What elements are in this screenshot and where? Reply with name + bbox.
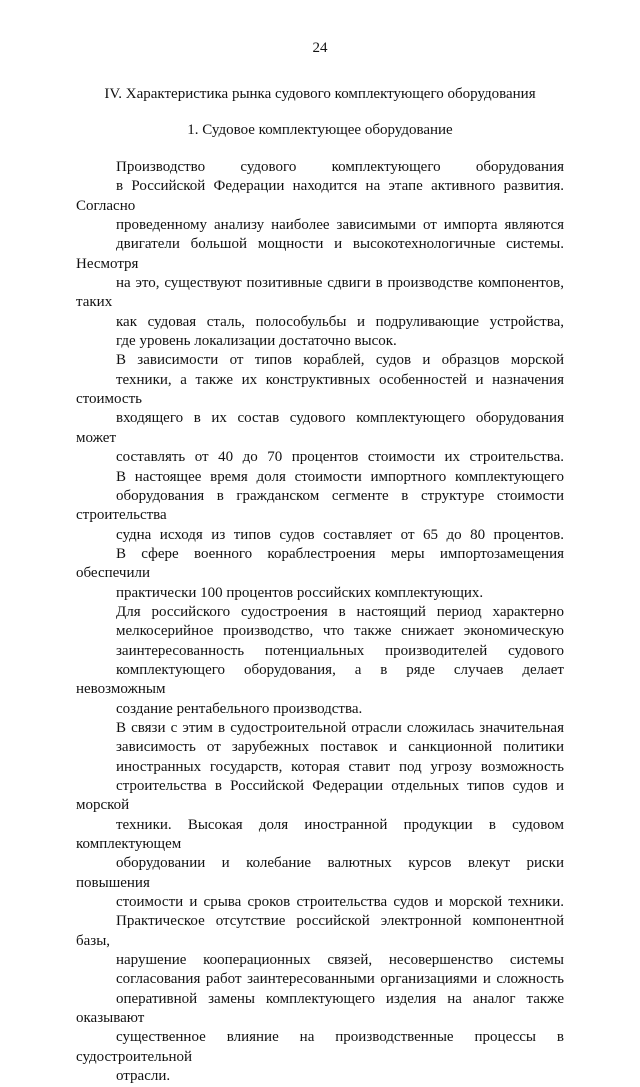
page-number: 24 (312, 40, 328, 56)
text-line: комплектующего оборудования, а в ряде случаев делает невозможным (76, 661, 564, 698)
text-line: двигатели большой мощности и высокотехнологичные системы. Несмотря (76, 236, 564, 272)
document-page (76, 38, 564, 1087)
text-line: зависимость от зарубежных поставок и санкционной политики (116, 739, 564, 756)
text-line: стоимости и срыва сроков строительства судов и морской техники. (116, 894, 564, 911)
text-line: Практическое отсутствие российской электронной компонентной базы, (76, 913, 564, 949)
text-line: нарушение кооперационных связей, несовершенство системы (116, 952, 564, 969)
paragraph (76, 351, 564, 602)
subsection-title: 1. Судовое комплектующее оборудование (187, 122, 453, 138)
text-line: техники. Высокая доля иностранной продукции в судовом комплектующем (76, 816, 564, 853)
text-line: составлять от 40 до 70 процентов стоимости их строительства. (116, 449, 564, 466)
paragraph (76, 158, 564, 351)
text-line: проведенному анализу наиболее зависимыми от импорта являются (116, 217, 564, 234)
paragraph (76, 603, 564, 719)
text-line: иностранных государств, которая ставит под угрозу возможность (116, 758, 564, 775)
body-text (76, 158, 564, 1087)
text-line: на это, существуют позитивные сдвиги в производстве компонентов, таких (76, 275, 564, 311)
section-title: IV. Характеристика рынка судового комплектующего оборудования (104, 86, 536, 102)
text-line: существенное влияние на производственные процессы в судостроительной (76, 1029, 564, 1065)
text-line: отрасли. (116, 1068, 171, 1085)
text-line: как судовая сталь, полособульбы и подруливающие устройства, (116, 313, 564, 330)
text-line: В сфере военного кораблестроения меры импортозамещения обеспечили (76, 545, 564, 582)
text-line: заинтересованность потенциальных производителей судового (116, 642, 564, 659)
text-line: оборудования в гражданском сегменте в структуре стоимости строительства (76, 487, 564, 524)
text-line: практически 100 процентов российских комплектующих. (116, 584, 484, 601)
text-line: оборудовании и колебание валютных курсов влекут риски повышения (76, 855, 564, 891)
text-line: В зависимости от типов кораблей, судов и образцов морской (116, 352, 564, 369)
text-line: судна исходя из типов судов составляет от 65 до 80 процентов. (116, 526, 564, 543)
text-line: строительства в Российской Федерации отдельных типов судов и морской (76, 778, 564, 814)
paragraph (76, 719, 564, 1087)
text-line: техники, а также их конструктивных особенностей и назначения стоимость (76, 371, 564, 408)
text-line: согласования работ заинтересованными организациями и сложность (116, 971, 564, 988)
text-line: В настоящее время доля стоимости импортного комплектующего (116, 468, 564, 485)
text-line: где уровень локализации достаточно высок. (116, 333, 397, 350)
text-line: входящего в их состав судового комплектующего оборудования может (76, 410, 564, 446)
text-line: мелкосерийное производство, что также снижает экономическую (116, 623, 564, 640)
text-line: В связи с этим в судостроительной отрасли сложилась значительная (116, 719, 564, 736)
text-line: Производство судового комплектующего оборудования (116, 159, 564, 175)
text-line: оперативной замены комплектующего изделия на аналог также оказывают (76, 990, 564, 1027)
text-line: создание рентабельного производства. (116, 700, 363, 717)
text-line: Для российского судостроения в настоящий период характерно (116, 603, 564, 620)
text-line: в Российской Федерации находится на этапе активного развития. Согласно (76, 178, 564, 214)
